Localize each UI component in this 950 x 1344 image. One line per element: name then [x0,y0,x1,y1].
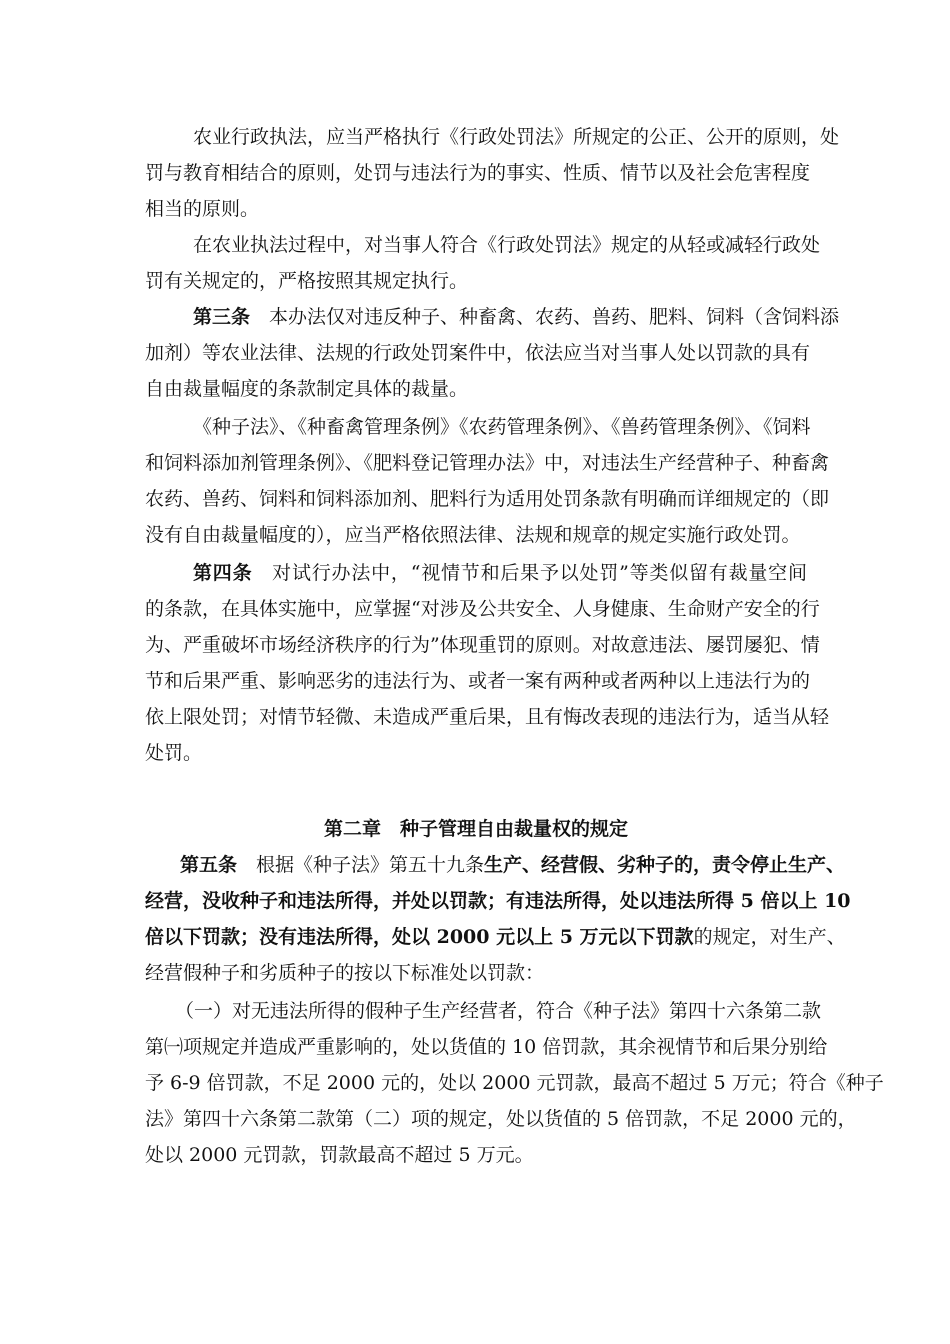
paragraph-line: 依上限处罚；对情节轻微、未造成严重后果，且有悔改表现的违法行为，适当从轻 [145,706,830,728]
paragraph-line: 处以 2000 元罚款，罚款最高不超过 5 万元。 [145,1144,534,1166]
paragraph-line: 经营假种子和劣质种子的按以下标准处以罚款： [145,962,545,984]
paragraph-line-bold: 经营，没收种子和违法所得，并处以罚款；有违法所得，处以违法所得 5 倍以上 10 [145,890,851,912]
paragraph-line: 为、严重破坏市场经济秩序的行为”体现重罚的原则。对故意违法、屡罚屡犯、情 [145,634,820,656]
paragraph-line: 罚与教育相结合的原则，处罚与违法行为的事实、性质、情节以及社会危害程度 [145,162,811,184]
paragraph-line: 倍以下罚款；没有违法所得，处以 2000 元以上 5 万元以下罚款的规定，对生产、 [145,926,846,948]
chapter-heading: 第二章 种子管理自由裁量权的规定 [323,818,628,840]
article-3-line: 第三条 本办法仅对违反种子、种畜禽、农药、兽药、肥料、饲料（含饲料添 [193,306,840,328]
paragraph-line: 罚有关规定的，严格按照其规定执行。 [145,270,469,292]
item-line: （一）对无违法所得的假种子生产经营者，符合《种子法》第四十六条第二款 [175,1000,822,1022]
article-5-label: 第五条 [180,854,238,876]
paragraph-line: 相当的原则。 [145,198,260,220]
paragraph-line: 第㈠项规定并造成严重影响的，处以货值的 10 倍罚款，其余视情节和后果分别给 [145,1036,828,1058]
paragraph-line: 节和后果严重、影响恶劣的违法行为、或者一案有两种或者两种以上违法行为的 [145,670,811,692]
paragraph-line: 予 6-9 倍罚款，不足 2000 元的，处以 2000 元罚款，最高不超过 5 万元；符合《种子 [145,1072,884,1094]
paragraph-line: 《种子法》、《种畜禽管理条例》《农药管理条例》、《兽药管理条例》、《饲料 [193,416,811,438]
paragraph-line: 的条款，在具体实施中，应掌握“对涉及公共安全、人身健康、生命财产安全的行 [145,598,820,620]
paragraph-line: 和饲料添加剂管理条例》、《肥料登记管理办法》中，对违法生产经营种子、种畜禽 [145,452,830,474]
paragraph-line: 没有自由裁量幅度的），应当严格依照法律、法规和规章的规定实施行政处罚。 [145,524,801,546]
paragraph-line: 自由裁量幅度的条款制定具体的裁量。 [145,378,469,400]
paragraph-line: 处罚。 [145,742,203,764]
article-4-label: 第四条 [193,562,253,584]
article-5-line: 第五条 根据《种子法》第五十九条生产、经营假、劣种子的，责令停止生产、 [180,854,846,876]
paragraph-line: 法》第四十六条第二款第（二）项的规定，处以货值的 5 倍罚款，不足 2000 元的， [145,1108,857,1130]
paragraph-line: 农药、兽药、饲料和饲料添加剂、肥料行为适用处罚条款有明确而详细规定的（即 [145,488,830,510]
paragraph-line: 加剂）等农业法律、法规的行政处罚案件中，依法应当对当事人处以罚款的具有 [145,342,811,364]
paragraph-line: 在农业执法过程中，对当事人符合《行政处罚法》规定的从轻或减轻行政处 [193,234,821,256]
article-4-line: 第四条 对试行办法中，“视情节和后果予以处罚”等类似留有裁量空间 [193,562,807,584]
article-3-label: 第三条 [193,306,251,328]
paragraph-line: 农业行政执法，应当严格执行《行政处罚法》所规定的公正、公开的原则，处 [193,126,840,148]
